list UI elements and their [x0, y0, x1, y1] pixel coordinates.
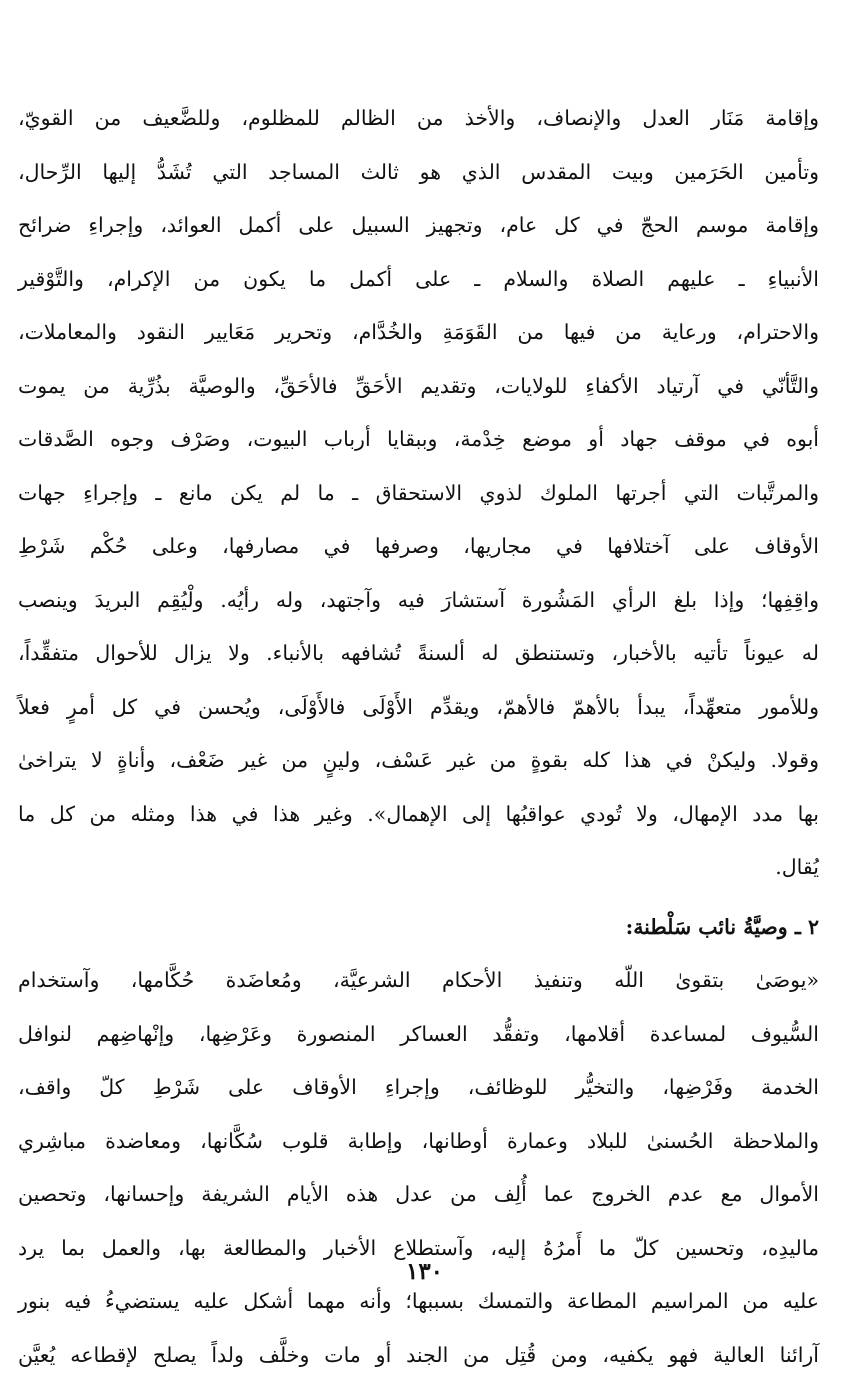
- text-line: والملاحظة الحُسنىٰ للبلاد وعمارة أوطانها، وإطابة قلوب سُكَّانها، ومعاضدة مباشِري: [18, 1115, 819, 1169]
- text-line: وإقامة موسم الحجّ في كل عام، وتجهيز السبيل على أكمل العوائد، وإجراءِ ضرائح: [18, 199, 819, 253]
- text-line-end: يُقال.: [18, 841, 819, 895]
- text-line: الأنبياءِ ـ عليهم الصلاة والسلام ـ على أكمل ما يكون من الإكرام، والتَّوْقير: [18, 253, 819, 307]
- page-body: [18, 92, 819, 1382]
- text-line: الأموال مع عدم الخروج عما أُلِف من عدل هذه الأيام الشريفة وإحسانها، وتحصين: [18, 1168, 819, 1222]
- text-line: بها مدد الإمهال، ولا تُودي عواقبُها إلى الإهمال». وغير هذا في هذا ومثله من كل ما: [18, 788, 819, 842]
- paragraph-2: [18, 954, 819, 1382]
- page-number: ١٣٠: [0, 1258, 849, 1285]
- text-line: وقولا. وليكنْ في هذا كله بقوةٍ من غير عَسْف، ولينٍ من غير ضَعْف، وأناةٍ لا يتراخىٰ: [18, 734, 819, 788]
- text-line: عليه من المراسيم المطاعة والتمسك بسببها؛ وأنه مهما أشكل عليه يستضيءُ فيه بنور: [18, 1275, 819, 1329]
- text-line: السُّيوف لمساعدة أقلامها، وتفقُّد العساكر المنصورة وعَرْضِها، وإنْهاضِهم لنوافل: [18, 1008, 819, 1062]
- text-line: والاحترام، ورعاية من فيها من القَوَمَةِ والخُدَّام، وتحرير مَعَايير النقود والمعاملات،: [18, 306, 819, 360]
- text-line: والتَّأنّي في آرتياد الأكفاءِ للولايات، وتقديم الأحَقِّ فالأحَقِّ، والوصيَّة بذُرِّية من يموت: [18, 360, 819, 414]
- text-line: واقِفِها؛ وإذا بلغ الرأي المَشُورة آستشارَ فيه وآجتهد، وله رأيُه. ولْيُقِم البريدَ وينصب: [18, 574, 819, 628]
- text-line: ماليدِه، وتحسين كلّ ما أَمرُهُ إليه، وآستطلاع الأخبار والمطالعة بها، والعمل بما يرد: [18, 1222, 819, 1276]
- text-line: وتأمين الحَرَمين وبيت المقدس الذي هو ثالث المساجد التي تُشَدُّ إليها الرِّحال،: [18, 146, 819, 200]
- text-line: والمرتَّبات التي أجرتها الملوك لذوي الاستحقاق ـ ما لم يكن مانع ـ وإجراءِ جهات: [18, 467, 819, 521]
- text-line: «يوصَىٰ بتقوىٰ اللّه وتنفيذ الأحكام الشرعيَّة، ومُعاضَدة حُكَّامها، وآستخدام: [18, 954, 819, 1008]
- text-line: آرائنا العالية فهو يكفيه، ومن قُتِل من الجند أو مات وخلَّف ولداً يصلح لإقطاعه يُعيَّن: [18, 1329, 819, 1382]
- text-line: الخدمة وفَرْضِها، والتخيُّر للوظائف، وإجراءِ الأوقاف على شَرْطِ كلّ واقف،: [18, 1061, 819, 1115]
- section-heading: ٢ ـ وصيَّةُ نائب سَلْطنة:: [18, 901, 819, 955]
- text-line: له عيوناً تأتيه بالأخبار، وتستنطق له ألسنةً تُشافهه بالأنباء. ولا يزال للأحوال متفقِّداً،: [18, 627, 819, 681]
- text-line: وإقامة مَنَار العدل والإنصاف، والأخذ من الظالم للمظلوم، وللضَّعيف من القويّ،: [18, 92, 819, 146]
- text-line: الأوقاف على آختلافها في مجاريها، وصرفها في مصارفها، وعلى حُكْم شَرْطِ: [18, 520, 819, 574]
- paragraph-1: [18, 92, 819, 895]
- text-line: أبوه في موقف جهاد أو موضع خِدْمة، وببقايا أرباب البيوت، وصَرْف وجوه الصَّدقات: [18, 413, 819, 467]
- text-line: وللأمور متعهِّداً، يبدأ بالأهمّ فالأهمّ، ويقدِّم الأَوْلَى فالأَوْلَى، ويُحسن في كل أمرٍ فعلاً: [18, 681, 819, 735]
